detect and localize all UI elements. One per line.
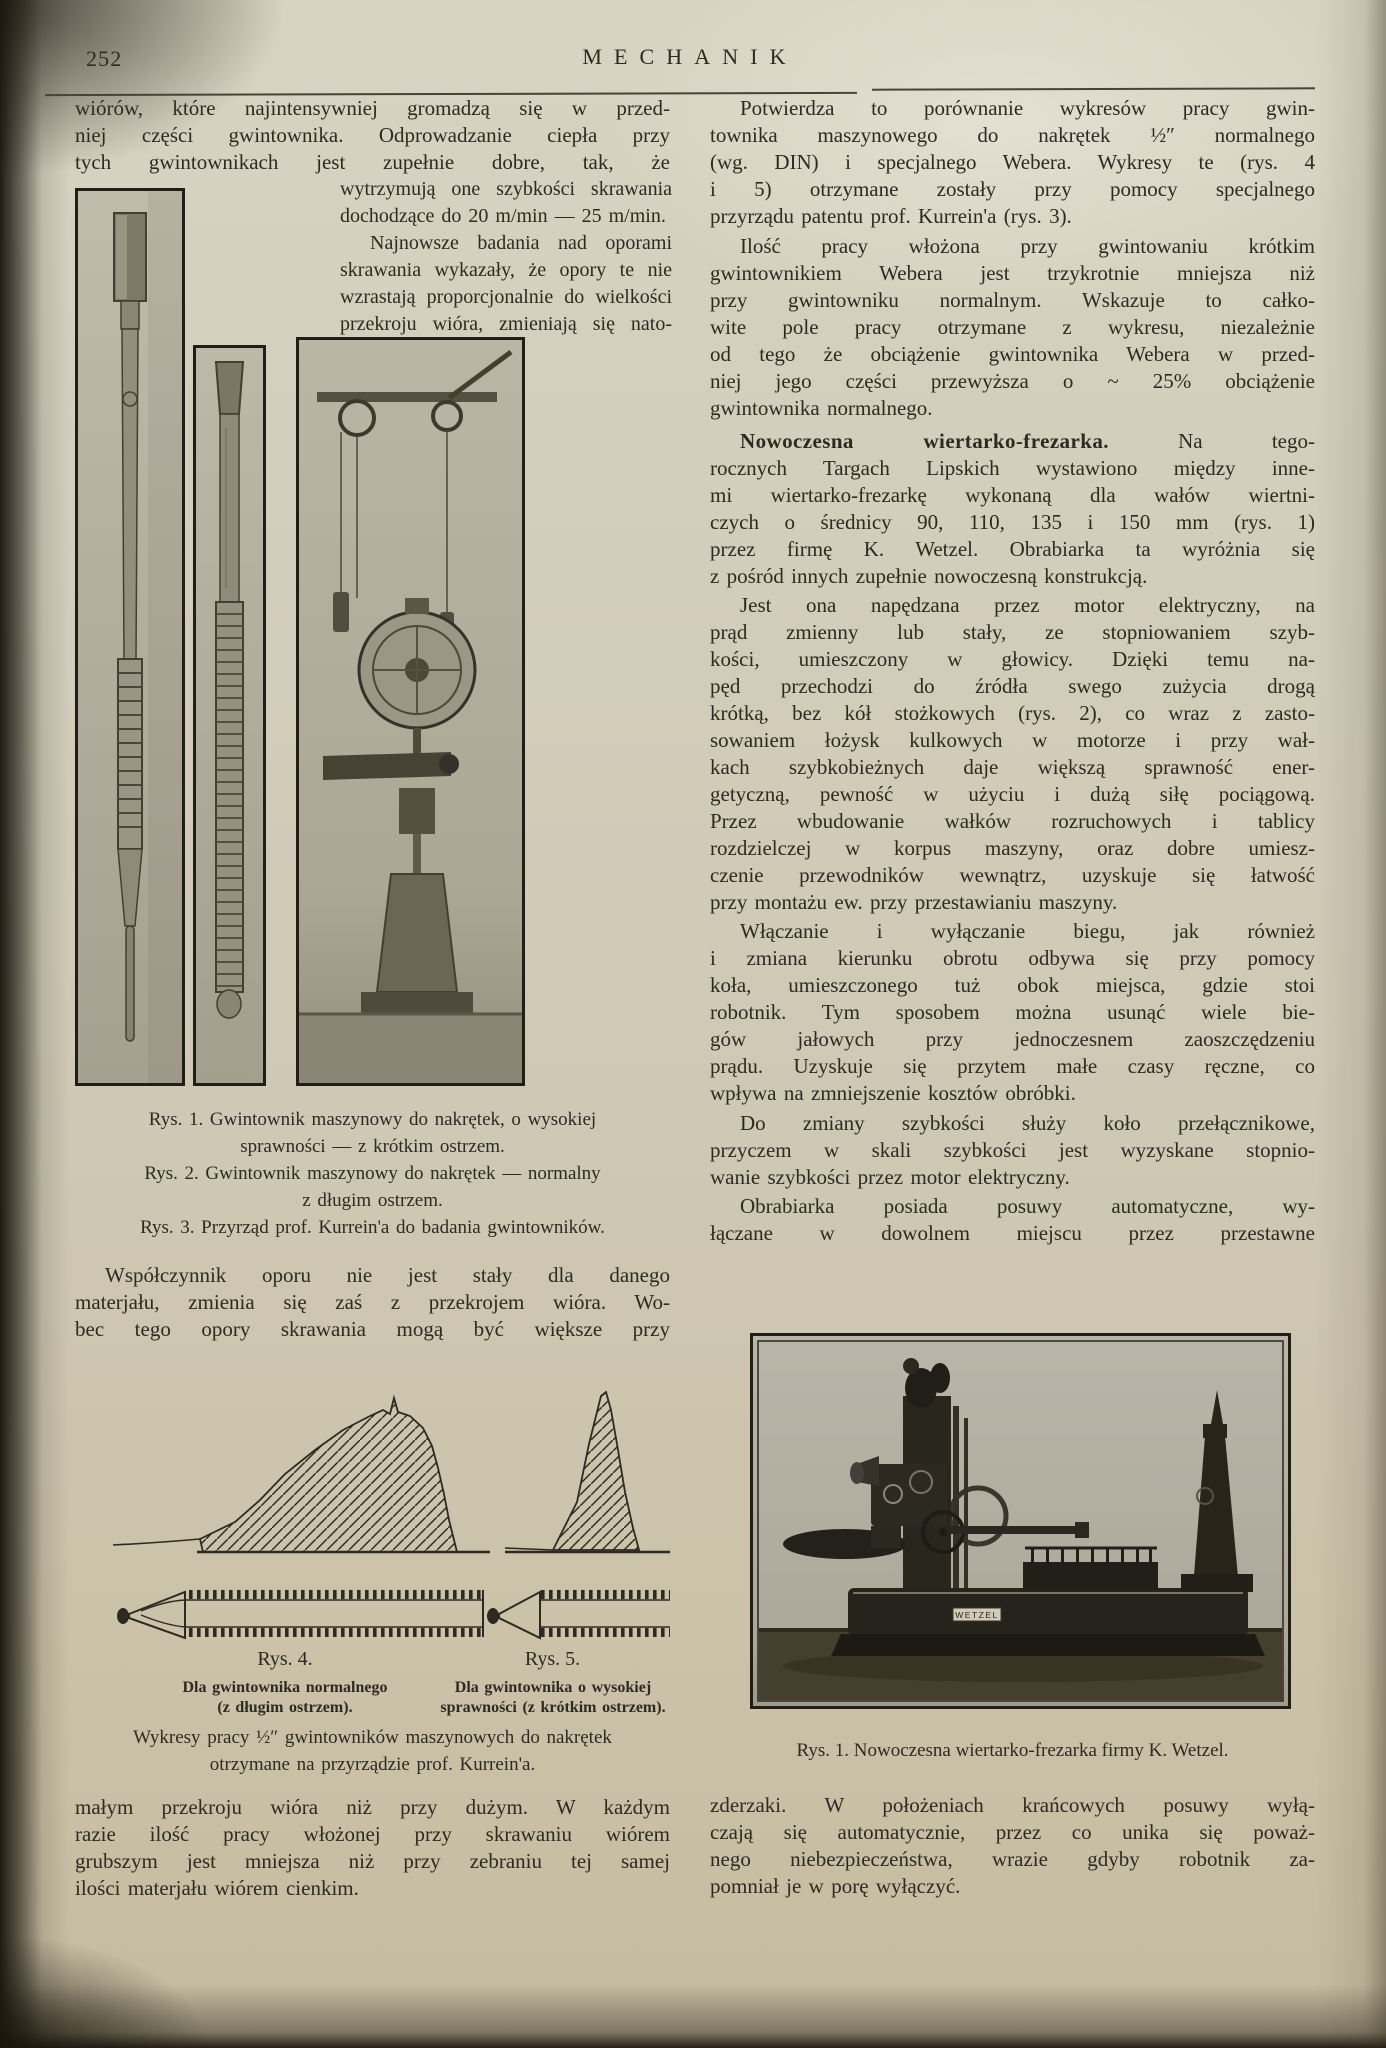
lever-arm bbox=[323, 752, 451, 780]
paragraph-nowoczesna-body bbox=[710, 455, 1315, 590]
stand-base bbox=[377, 874, 457, 992]
caption-machine-photo: Rys. 1. Nowoczesna wiertarko-frezarka firmy K. Wetzel. bbox=[796, 1740, 1229, 1761]
figure-rys4-rys5-diagrams bbox=[85, 1352, 675, 1652]
text-line: razie ilość pracy włożonej przy skrawaniu wiórem bbox=[75, 1822, 670, 1846]
text-line: sowaniem łożysk kulkowych w motorze i przy wał- bbox=[710, 728, 1315, 752]
text-line: Przez wbudowanie wałków rozruchowych i tablicy bbox=[710, 809, 1315, 833]
text-line: Włączanie i wyłączanie biegu, jak również bbox=[740, 919, 1315, 943]
text-line: sprawności — z krótkim ostrzem. bbox=[240, 1136, 505, 1157]
text-line: grubszym jest mniejsza niż przy zebraniu tej samej bbox=[75, 1849, 670, 1873]
text-line: getyczną, pewność w użyciu i dużą siłę pociągową. bbox=[710, 782, 1315, 806]
motor-head bbox=[871, 1464, 947, 1526]
paragraph-nowoczesna bbox=[710, 428, 1315, 590]
text-line: czych o średnicy 90, 110, 135 i 150 mm (rys. 1) bbox=[710, 510, 1315, 534]
caption-rys1 bbox=[75, 1106, 670, 1160]
text-line: otrzymane na przyrządzie prof. Kurrein'a. bbox=[209, 1754, 536, 1775]
text-line: i 5) otrzymane zostały przy pomocy specjalnego bbox=[710, 177, 1315, 201]
text-line: czenie przewodników wewnątrz, uzyskuje się łatwość bbox=[710, 863, 1315, 887]
machine-photo-drawing bbox=[753, 1336, 1288, 1706]
weight-icon bbox=[333, 592, 349, 632]
text-line: od tego że obciążenie gwintownika Webera w przed- bbox=[710, 342, 1315, 366]
figure-rys2-tap-normal bbox=[193, 345, 266, 1086]
diagram-rys4 bbox=[113, 1398, 490, 1638]
figure-rys3-kurrein-apparatus bbox=[296, 337, 525, 1086]
maker-plate-text: WETZEL bbox=[955, 1610, 999, 1620]
text-line: Ilość pracy włożona przy gwintowaniu krótkim bbox=[740, 234, 1315, 258]
text-line: Do zmiany szybkości służy koło przełącznikowe, bbox=[740, 1111, 1315, 1135]
paragraph-ilosc-pracy bbox=[710, 233, 1315, 422]
section-heading-tail: Na tego- bbox=[1178, 429, 1315, 453]
section-lead-line bbox=[710, 428, 1315, 455]
text-line: niej jego części przewyższa o ~ 25% obciążenie bbox=[710, 369, 1315, 393]
text-line: townika maszynowego do nakrętek ½″ normalnego bbox=[710, 123, 1315, 147]
text-line: pomniał je w porę wyłączyć. bbox=[710, 1874, 961, 1898]
text-line: Współczynnik oporu nie jest stały dla danego bbox=[105, 1263, 670, 1287]
text-line: bec tego opory skrawania mogą być większe przy bbox=[75, 1317, 670, 1341]
text-line: przyrządu patentu prof. Kurrein'a (rys. 3). bbox=[710, 204, 1072, 228]
text-line: (z długim ostrzem). bbox=[217, 1699, 353, 1716]
text-line: Dla gwintownika o wysokiej bbox=[454, 1679, 652, 1696]
text-line: przez firmę K. Wetzel. Obrabiarka ta wyróżnia się bbox=[710, 537, 1315, 561]
paragraph-obrabiarka bbox=[710, 1193, 1315, 1247]
text-line: koła, umieszczonego tuż obok miejsca, gdzie stoi bbox=[710, 973, 1315, 997]
tap-short-lead-photo bbox=[78, 191, 182, 1083]
paragraph-zderzaki bbox=[710, 1792, 1315, 1900]
text-line: i zmiana kierunku obrotu odbywa się przy pomocy bbox=[710, 946, 1315, 970]
text-line: małym przekroju wióra niż przy dużym. W każdym bbox=[75, 1795, 670, 1819]
tap-drawing bbox=[216, 362, 243, 1018]
text-line: wzrastają proporcjonalnie do wielkości bbox=[340, 286, 672, 308]
machine-bed bbox=[848, 1588, 1248, 1636]
figure-rys1-tap-high-efficiency bbox=[75, 188, 185, 1086]
text-line: wytrzymują one szybkości skrawania bbox=[340, 178, 672, 200]
text-line: pęd przechodzi do źródła swego zużycia drogą bbox=[710, 674, 1315, 698]
work-diagrams-drawing bbox=[85, 1352, 675, 1652]
text-line: przekroju wióra, zmieniają się nato- bbox=[340, 313, 672, 335]
text-line: Rys. 2. Gwintownik maszynowy do nakrętek — normalny bbox=[144, 1163, 601, 1184]
spindle-cone bbox=[850, 1462, 864, 1484]
text-line: krótką, bez kół stożkowych (rys. 2), co wraz z zasto- bbox=[710, 701, 1315, 725]
text-line: Wykresy pracy ½″ gwintowników maszynowych do nakrętek bbox=[133, 1727, 612, 1748]
text-line: kach szybkobieżnych daje większą sprawność ener- bbox=[710, 755, 1315, 779]
caption-wykresy bbox=[75, 1724, 670, 1778]
text-line: mi wiertarko-frezarkę wykonaną dla wałów wiertni- bbox=[710, 483, 1315, 507]
text-line: gwintownika normalnego. bbox=[710, 396, 933, 420]
paragraph-wspolczynnik bbox=[75, 1262, 670, 1343]
ribbed-table bbox=[1023, 1562, 1158, 1590]
paragraph-chips-heat bbox=[75, 95, 670, 176]
text-line: czają się automatycznie, przez co unika się poważ- bbox=[710, 1820, 1315, 1844]
paragraph-do-zmiany bbox=[710, 1110, 1315, 1191]
text-line: materjału, zmienia się zaś z przekrojem wióra. Wo- bbox=[75, 1290, 670, 1314]
text-line: skrawania wykazały, że opory te nie bbox=[340, 259, 672, 281]
caption-rys2 bbox=[75, 1160, 670, 1214]
diagram-rys5 bbox=[487, 1392, 670, 1638]
text-line: wpływa na zmniejszenie kosztów obróbki. bbox=[710, 1081, 1076, 1105]
text-line: (wg. DIN) i specjalnego Webera. Wykresy te (rys. 4 bbox=[710, 150, 1315, 174]
text-line: wite pole pracy otrzymane z wykresu, niezależnie bbox=[710, 315, 1315, 339]
text-line: dochodzące do 20 m/min — 25 m/min. bbox=[340, 205, 666, 227]
text-line: nego niebezpieczeństwa, wrazie gdyby robotnik za- bbox=[710, 1847, 1315, 1871]
paragraph-potwierdza bbox=[710, 95, 1315, 230]
paragraph-bottom-left bbox=[75, 1794, 670, 1902]
text-line: wanie szybkości przez motor elektryczny. bbox=[710, 1165, 1070, 1189]
subcaption-rys5 bbox=[428, 1678, 678, 1718]
paragraph-wlaczanie bbox=[710, 918, 1315, 1107]
text-line: prądu. Uzyskuje się przytem małe czasy ręczne, co bbox=[710, 1054, 1315, 1078]
text-line: Jest ona napędzana przez motor elektryczny, na bbox=[740, 593, 1315, 617]
text-line: Rys. 3. Przyrząd prof. Kurrein'a do badania gwintowników. bbox=[140, 1217, 605, 1238]
apparatus-photo bbox=[299, 340, 522, 1083]
text-line: wiórów, które najintensywniej gromadzą się w przed- bbox=[75, 96, 670, 120]
text-line: Obrabiarka posiada posuwy automatyczne, wy- bbox=[740, 1194, 1315, 1218]
text-line: z pośród innych zupełnie nowoczesną konstrukcją. bbox=[710, 564, 1148, 588]
text-line: kości, umieszczony w głowicy. Dzięki temu na- bbox=[710, 647, 1315, 671]
text-line: zderzaki. W położeniach krańcowych posuwy wyłą- bbox=[710, 1793, 1315, 1817]
text-line: rocznych Targach Lipskich wystawiono między inne- bbox=[710, 456, 1315, 480]
text-line: Rys. 1. Gwintownik maszynowy do nakrętek, o wysokiej bbox=[148, 1109, 597, 1130]
header-rule-right bbox=[872, 87, 1315, 90]
text-line: prąd zmienny lub stały, ze stopniowaniem szyb- bbox=[710, 620, 1315, 644]
text-line: gów jałowych przy jednoczesnem zaoszczędzeniu bbox=[710, 1027, 1315, 1051]
text-line: Potwierdza to porównanie wykresów pracy gwin- bbox=[740, 96, 1315, 120]
section-heading-bold: Nowoczesna wiertarko-frezarka. bbox=[740, 429, 1109, 453]
label-rys4: Rys. 4. bbox=[257, 1648, 313, 1670]
text-line: tych gwintownikach jest zupełnie dobre, tak, że bbox=[75, 150, 670, 174]
text-line: ilości materjału wiórem cienkim. bbox=[75, 1876, 359, 1900]
text-line: przyczem w skali szybkości jest wyzyskane stopnio- bbox=[710, 1138, 1315, 1162]
text-line: niej części gwintownika. Odprowadzanie ciepła przy bbox=[75, 123, 670, 147]
caption-rys3 bbox=[75, 1214, 670, 1241]
text-line: przy montażu ew. przy przestawianiu maszyny. bbox=[710, 890, 1118, 914]
paragraph-chips-heat-wrap bbox=[340, 176, 672, 230]
text-line: gwintownikiem Webera jest trzykrotnie mniejsza niż bbox=[710, 261, 1315, 285]
spindle-bar bbox=[949, 1526, 1079, 1534]
page-number: 252 bbox=[86, 46, 123, 71]
text-line: sprawności (z krótkim ostrzem). bbox=[440, 1699, 666, 1716]
tap-profile-rys5 bbox=[487, 1590, 670, 1638]
paragraph-jest-ona bbox=[710, 592, 1315, 916]
text-line: rozdzielczej w korpus maszyny, oraz dobre umiesz- bbox=[710, 836, 1315, 860]
text-line: Dla gwintownika normalnego bbox=[182, 1679, 388, 1696]
text-line: z długim ostrzem. bbox=[302, 1190, 443, 1211]
text-line: łączane w dowolnem miejscu przez przestawne bbox=[710, 1221, 1315, 1245]
tap-profile-rys4 bbox=[117, 1590, 483, 1638]
journal-title: MECHANIK bbox=[582, 44, 798, 69]
label-rys5: Rys. 5. bbox=[524, 1648, 581, 1670]
text-line: robotnik. Tym sposobem można usunąć wiele bie- bbox=[710, 1000, 1315, 1024]
figure-rys1-machine-photo bbox=[750, 1333, 1291, 1709]
text-line: przy gwintowniku normalnym. Wskazuje to całko- bbox=[710, 288, 1315, 312]
subcaption-rys4 bbox=[150, 1678, 420, 1718]
text-line: Najnowsze badania nad oporami bbox=[370, 232, 672, 254]
tap-long-lead-photo bbox=[196, 348, 263, 1083]
